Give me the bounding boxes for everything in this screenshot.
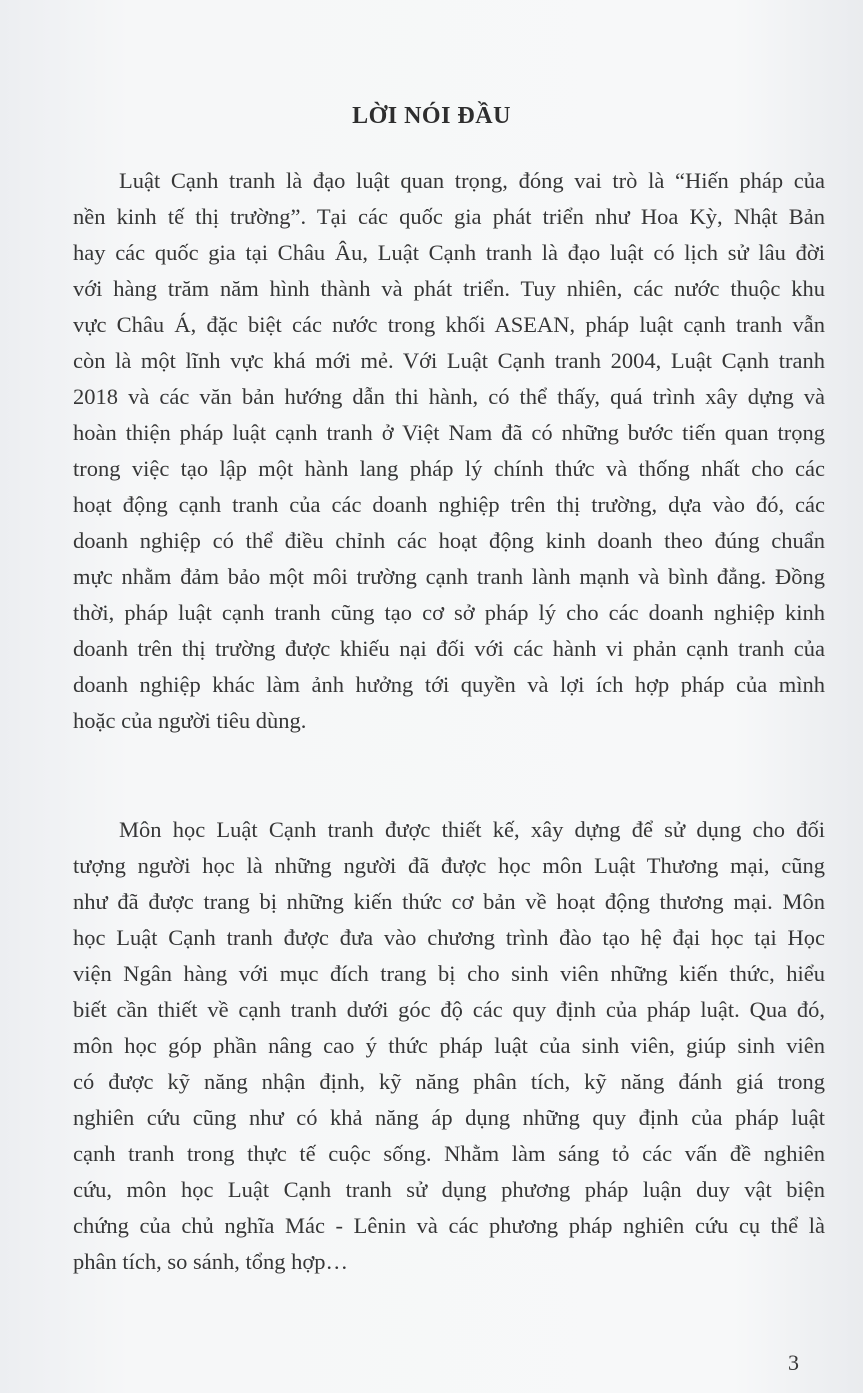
text-line: học Luật Cạnh tranh được đưa vào chương trình đào tạo hệ đại học tại Học — [73, 925, 825, 950]
text-line: mực nhằm đảm bảo một môi trường cạnh tranh lành mạnh và bình đẳng. Đồng — [73, 564, 825, 589]
text-line: chứng của chủ nghĩa Mác - Lênin và các phương pháp nghiên cứu cụ thể là — [73, 1213, 825, 1238]
text-line: môn học góp phần nâng cao ý thức pháp luật của sinh viên, giúp sinh viên — [73, 1033, 825, 1058]
text-line: 2018 và các văn bản hướng dẫn thi hành, có thể thấy, quá trình xây dựng và — [73, 384, 825, 409]
text-line: cứu, môn học Luật Cạnh tranh sử dụng phương pháp luận duy vật biện — [73, 1177, 825, 1202]
text-line: Môn học Luật Cạnh tranh được thiết kế, xây dựng để sử dụng cho đối — [119, 817, 825, 842]
text-line: như đã được trang bị những kiến thức cơ bản về hoạt động thương mại. Môn — [73, 889, 825, 914]
text-line: hoạt động cạnh tranh của các doanh nghiệp trên thị trường, dựa vào đó, các — [73, 492, 825, 517]
text-line: nền kinh tế thị trường”. Tại các quốc gia phát triển như Hoa Kỳ, Nhật Bản — [73, 204, 825, 229]
text-line: hoàn thiện pháp luật cạnh tranh ở Việt Nam đã có những bước tiến quan trọng — [73, 420, 825, 445]
text-line: vực Châu Á, đặc biệt các nước trong khối ASEAN, pháp luật cạnh tranh vẫn — [73, 312, 825, 337]
paragraph-2 — [73, 812, 825, 1280]
text-line: cạnh tranh trong thực tế cuộc sống. Nhằm làm sáng tỏ các vấn đề nghiên — [73, 1141, 825, 1166]
text-line: tượng người học là những người đã được học môn Luật Thương mại, cũng — [73, 853, 825, 878]
text-line: Luật Cạnh tranh là đạo luật quan trọng, đóng vai trò là “Hiến pháp của — [119, 168, 825, 193]
text-line: hay các quốc gia tại Châu Âu, Luật Cạnh tranh là đạo luật có lịch sử lâu đời — [73, 240, 825, 265]
text-line: nghiên cứu cũng như có khả năng áp dụng những quy định của pháp luật — [73, 1105, 825, 1130]
text-line: phân tích, so sánh, tổng hợp… — [73, 1249, 348, 1274]
text-line: biết cần thiết về cạnh tranh dưới góc độ các quy định của pháp luật. Qua đó, — [73, 997, 825, 1022]
text-line: thời, pháp luật cạnh tranh cũng tạo cơ sở pháp lý cho các doanh nghiệp kinh — [73, 600, 825, 625]
page-title: LỜI NÓI ĐẦU — [352, 103, 511, 129]
text-line: còn là một lĩnh vực khá mới mẻ. Với Luật Cạnh tranh 2004, Luật Cạnh tranh — [73, 348, 825, 373]
text-line: có được kỹ năng nhận định, kỹ năng phân tích, kỹ năng đánh giá trong — [73, 1069, 825, 1094]
text-line: trong việc tạo lập một hành lang pháp lý chính thức và thống nhất cho các — [73, 456, 825, 481]
text-line: hoặc của người tiêu dùng. — [73, 708, 307, 733]
text-line: doanh nghiệp khác làm ảnh hưởng tới quyền và lợi ích hợp pháp của mình — [73, 672, 825, 697]
text-line: viện Ngân hàng với mục đích trang bị cho sinh viên những kiến thức, hiểu — [73, 961, 825, 986]
text-line: với hàng trăm năm hình thành và phát triển. Tuy nhiên, các nước thuộc khu — [73, 276, 825, 301]
paragraph-1 — [73, 163, 825, 739]
page-number: 3 — [788, 1350, 799, 1375]
text-line: doanh trên thị trường được khiếu nại đối với các hành vi phản cạnh tranh của — [73, 636, 825, 661]
text-line: doanh nghiệp có thể điều chỉnh các hoạt động kinh doanh theo đúng chuẩn — [73, 528, 825, 553]
